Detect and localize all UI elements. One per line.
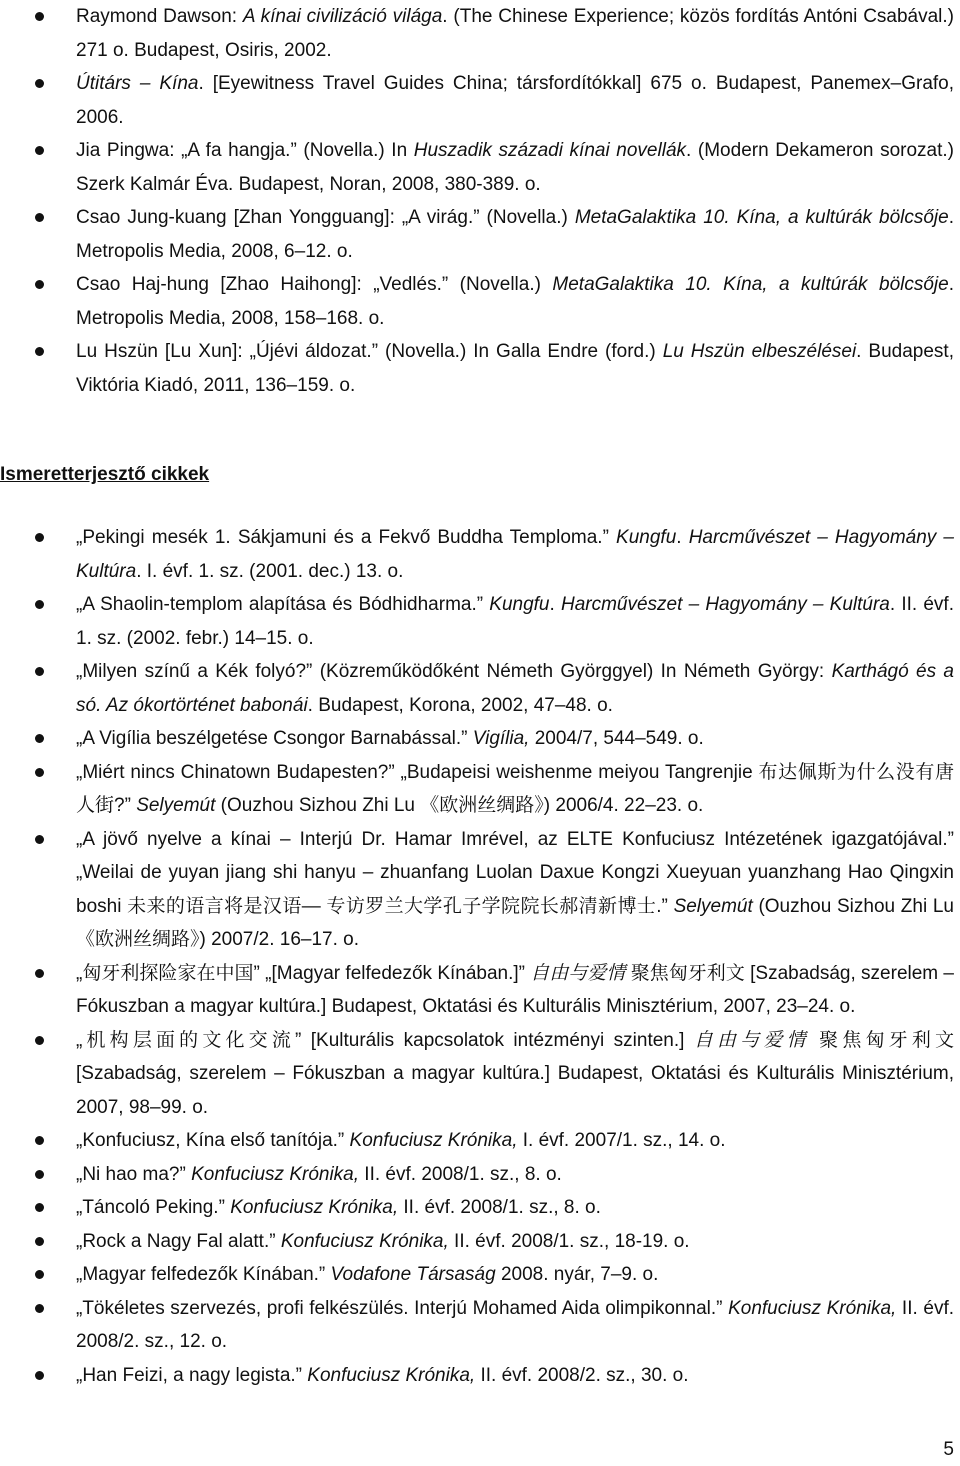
- entry-italic-text: Vigília,: [472, 728, 530, 749]
- list-item: [0, 521, 960, 588]
- bullet-icon: [35, 734, 44, 743]
- entry-italic-text: Útitárs – Kína: [76, 73, 199, 94]
- entry-text: (Ouzhou Sizhou Zhi Lu 《欧洲丝绸路》) 2007/2. 16–17. o.: [76, 895, 954, 950]
- bullet-icon: [35, 213, 44, 222]
- bibliography-list-translations: [0, 0, 960, 402]
- list-item: [0, 134, 960, 201]
- entry-italic-text: MetaGalaktika 10. Kína, a kultúrák bölcsője: [552, 274, 949, 295]
- list-item: [0, 1359, 960, 1393]
- bullet-icon: [35, 1136, 44, 1145]
- entry-italic-text: A kínai civilizáció világa: [242, 6, 443, 27]
- bullet-icon: [35, 1237, 44, 1246]
- entry-text: „Pekingi mesék 1. Sákjamuni és a Fekvő Buddha Temploma.”: [76, 527, 617, 548]
- list-item: [0, 722, 960, 756]
- bullet-icon: [35, 1371, 44, 1380]
- entry-italic-text: 自由与爱情: [530, 962, 626, 984]
- bullet-icon: [35, 1304, 44, 1313]
- entry-text: (Ouzhou Sizhou Zhi Lu 《欧洲丝绸路》) 2006/4. 22–23. o.: [215, 795, 704, 816]
- entry-text: .: [676, 527, 689, 548]
- entry-text: 聚焦匈牙利文 [Szabadság, szerelem – Fókuszban a magyar kultúra.] Budapest, Oktatási és Kulturális Minisztérium, 2007, 98–99. o.: [76, 1029, 954, 1118]
- entry-text: „Rock a Nagy Fal alatt.”: [76, 1230, 281, 1252]
- entry-text: „Miért nincs Chinatown Budapesten?” „Budapeisi weishenme meiyou Tangrenjie 布达佩斯为什么没有唐人街?”: [76, 761, 954, 816]
- bullet-icon: [35, 1203, 44, 1212]
- list-item: [0, 1158, 960, 1192]
- bullet-icon: [35, 1036, 44, 1045]
- entry-italic-text: Konfuciusz Krónika,: [230, 1197, 399, 1218]
- list-item: [0, 756, 960, 823]
- entry-italic-text: Selyemút: [673, 895, 753, 917]
- entry-text: „Milyen színű a Kék folyó?” (Közreműködőként Németh Györggyel) In Németh György:: [76, 661, 832, 682]
- list-item: [0, 1124, 960, 1158]
- list-item: [0, 823, 960, 957]
- entry-text: II. évf. 2008/1. sz., 18-19. o.: [448, 1230, 690, 1252]
- list-item: [0, 1292, 960, 1359]
- entry-italic-text: MetaGalaktika 10. Kína, a kultúrák bölcsője: [574, 207, 949, 228]
- bullet-icon: [35, 969, 44, 978]
- list-item: [0, 1191, 960, 1225]
- entry-text: II. évf. 2008/1. sz., 8. o.: [359, 1163, 562, 1185]
- entry-italic-text: Selyemút: [136, 795, 216, 816]
- entry-italic-text: Konfuciusz Krónika,: [728, 1297, 897, 1319]
- bullet-icon: [35, 600, 44, 609]
- bullet-icon: [35, 146, 44, 155]
- entry-text: II. évf. 2008/2. sz., 12. o.: [76, 1297, 954, 1352]
- bullet-icon: [35, 1170, 44, 1179]
- entry-text: I. évf. 2007/1. sz., 14. o.: [517, 1130, 726, 1151]
- bullet-icon: [35, 768, 44, 777]
- entry-text: 2004/7, 544–549. o.: [529, 728, 704, 749]
- entry-text: . I. évf. 1. sz. (2001. dec.) 13. o.: [136, 560, 404, 582]
- entry-text: .: [549, 594, 561, 615]
- entry-text: Jia Pingwa: „A fa hangja.” (Novella.) In: [76, 140, 414, 161]
- entry-text: Raymond Dawson:: [76, 6, 243, 27]
- list-item: [0, 0, 960, 67]
- list-item: [0, 268, 960, 335]
- entry-italic-text: Vodafone Társaság: [330, 1264, 496, 1285]
- entry-text: „A jövő nyelve a kínai – Interjú Dr. Hamar Imrével, az ELTE Konfuciusz Intézetének igazgatójával.” „Weilai de yuyan jiang shi hanyu – zhuanfang Luolan Daxue Kongzi Xueyuan yuanzhang Hao Qingxin boshi 未来的语言将是汉语— 专访罗兰大学孔子学院院长郝清新博士.”: [76, 828, 954, 917]
- entry-italic-text: Konfuciusz Krónika,: [349, 1130, 518, 1151]
- entry-text: „Konfuciusz, Kína első tanítója.”: [76, 1130, 350, 1151]
- entry-italic-text: Huszadik századi kínai novellák: [413, 140, 687, 161]
- entry-text: II. évf. 2008/2. sz., 30. o.: [475, 1364, 689, 1386]
- entry-text: Csao Haj-hung [Zhao Haihong]: „Vedlés.” (Novella.): [76, 274, 553, 295]
- entry-italic-text: Kungfu: [489, 594, 550, 615]
- entry-italic-text: Lu Hszün elbeszélései: [662, 341, 857, 362]
- list-item: [0, 1225, 960, 1259]
- entry-text: Csao Jung-kuang [Zhan Yongguang]: „A virág.” (Novella.): [76, 207, 575, 228]
- bullet-icon: [35, 533, 44, 542]
- section-heading: Ismeretterjesztő cikkek: [0, 464, 210, 485]
- entry-text: „A Shaolin-templom alapítása és Bódhidharma.”: [76, 594, 490, 615]
- entry-italic-text: Harcművészet – Hagyomány – Kultúra: [560, 594, 890, 615]
- bullet-icon: [35, 1270, 44, 1279]
- entry-text: . II. évf. 1. sz. (2002. febr.) 14–15. o.: [76, 594, 954, 649]
- entry-text: II. évf. 2008/1. sz., 8. o.: [398, 1197, 601, 1218]
- page-number: 5: [943, 1439, 954, 1460]
- entry-italic-text: Konfuciusz Krónika,: [307, 1364, 476, 1386]
- entry-italic-text: Kungfu: [616, 527, 677, 548]
- bullet-icon: [35, 667, 44, 676]
- entry-text: . (Modern Dekameron sorozat.) Szerk Kalmár Éva. Budapest, Noran, 2008, 380-389. o.: [76, 140, 954, 195]
- bullet-icon: [35, 12, 44, 21]
- entry-text: . Budapest, Viktória Kiadó, 2011, 136–159. o.: [76, 341, 954, 396]
- entry-text: . [Eyewitness Travel Guides China; társfordítókkal] 675 o. Budapest, Panemex–Grafo, 2006.: [76, 73, 955, 128]
- entry-text: „Tökéletes szervezés, profi felkészülés. Interjú Mohamed Aida olimpikonnal.”: [76, 1297, 729, 1319]
- entry-text: 聚焦匈牙利文 [Szabadság, szerelem – Fókuszban a magyar kultúra.] Budapest, Oktatási és Kulturális Minisztérium, 2007, 23–24. o.: [76, 962, 954, 1017]
- entry-text: „Ni hao ma?”: [76, 1163, 192, 1185]
- entry-text: . Budapest, Korona, 2002, 47–48. o.: [307, 694, 613, 716]
- entry-text: „Magyar felfedezők Kínában.”: [76, 1264, 331, 1285]
- bullet-icon: [35, 835, 44, 844]
- list-item: [0, 957, 960, 1024]
- entry-text: „Han Feizi, a nagy legista.”: [76, 1364, 308, 1386]
- entry-text: . Metropolis Media, 2008, 6–12. o.: [76, 207, 955, 262]
- list-item: [0, 1258, 960, 1292]
- list-item: [0, 1024, 960, 1125]
- entry-text: „A Vigília beszélgetése Csongor Barnabással.”: [76, 728, 473, 749]
- entry-text: „机构层面的文化交流” [Kulturális kapcsolatok intézményi szinten.]: [76, 1029, 694, 1051]
- entry-italic-text: 自由与爱情: [693, 1029, 810, 1051]
- entry-text: „匈牙利探险家在中国” „[Magyar felfedezők Kínában.]”: [76, 962, 531, 984]
- entry-text: . (The Chinese Experience; közös fordítás Antóni Csabával.) 271 o. Budapest, Osiris, 2002.: [76, 6, 955, 61]
- bullet-icon: [35, 79, 44, 88]
- bullet-icon: [35, 280, 44, 289]
- entry-text: 2008. nyár, 7–9. o.: [495, 1264, 659, 1285]
- list-item: [0, 655, 960, 722]
- entry-text: Lu Hszün [Lu Xun]: „Újévi áldozat.” (Novella.) In Galla Endre (ford.): [76, 341, 663, 362]
- list-item: [0, 588, 960, 655]
- entry-text: . Metropolis Media, 2008, 158–168. o.: [76, 274, 954, 329]
- entry-text: „Táncoló Peking.”: [76, 1197, 231, 1218]
- bibliography-list-articles: [0, 521, 960, 1392]
- entry-italic-text: Karthágó és a só. Az ókortörténet babonái: [76, 661, 954, 716]
- entry-italic-text: Konfuciusz Krónika,: [191, 1163, 360, 1185]
- entry-italic-text: Konfuciusz Krónika,: [280, 1230, 449, 1252]
- entry-italic-text: Harcművészet – Hagyomány – Kultúra: [76, 527, 954, 582]
- list-item: [0, 67, 960, 134]
- list-item: [0, 335, 960, 402]
- bullet-icon: [35, 347, 44, 356]
- list-item: [0, 201, 960, 268]
